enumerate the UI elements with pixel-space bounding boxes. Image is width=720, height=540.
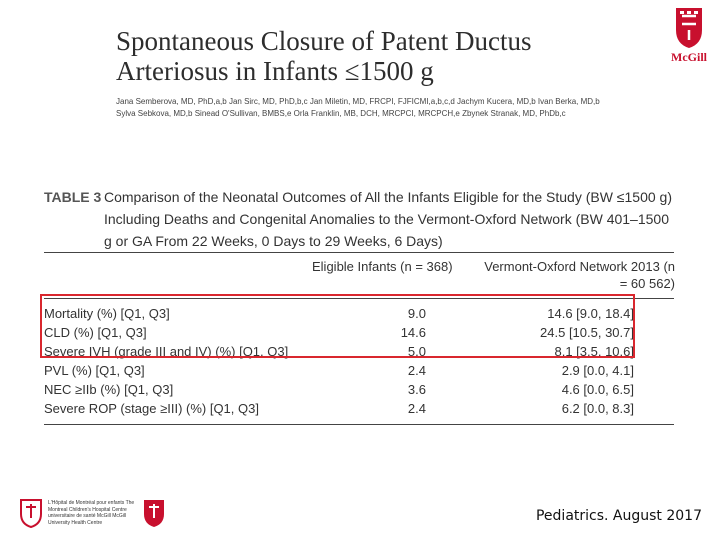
row-label: Severe ROP (stage ≥III) (%) [Q1, Q3] (44, 401, 259, 416)
table-heading (44, 186, 674, 252)
row-label: PVL (%) [Q1, Q3] (44, 363, 145, 378)
hospital-crest-icon (18, 498, 44, 528)
table-row (44, 361, 674, 380)
eligible-value: 9.0 (407, 306, 426, 321)
eligible-value: 2.4 (407, 401, 426, 416)
mcgill-wordmark: McGill (671, 50, 707, 64)
column-header-eligible: Eligible Infants (n = 368) (312, 259, 453, 274)
table-top-rule (44, 252, 674, 253)
table-label: TABLE 3 (44, 189, 102, 205)
column-header-vermont-oxford: Vermont-Oxford Network 2013 (n = 60 562) (484, 259, 675, 291)
hospital-name: L'Hôpital de Montréal pour enfants The Montreal Children's Hospital Centre universitaire de santé McGill McGill University Health Centre (48, 500, 135, 526)
vermont-oxford-value: 6.2 [0.0, 8.3] (561, 401, 634, 416)
author-list: Jana Semberova, MD, PhD,a,b Jan Sirc, MD, PhD,b,c Jan Miletin, MD, FRCPI, FJFICMI,a,b,c,d Jachym Kucera, MD,b Ivan Berka, MD,b Sylva Sebkova, MD,b Sinead O'Sullivan, BMBS,e Orla Franklin, MB, DCH, MRCPCI, MRCPCH,e Zbynek Stranak, MD, PhDb,c (116, 97, 600, 118)
vermont-oxford-value: 4.6 [0.0, 6.5] (561, 382, 634, 397)
mcgill-health-crest-icon (142, 498, 166, 528)
eligible-value: 3.6 (407, 382, 426, 397)
mcgill-logo (662, 6, 716, 66)
table-bottom-rule (44, 424, 674, 425)
vermont-oxford-value: 24.5 [10.5, 30.7] (540, 325, 634, 340)
citation: Pediatrics. August 2017 (535, 508, 702, 524)
table-row (44, 399, 674, 418)
eligible-value: 14.6 (400, 325, 426, 340)
vermont-oxford-value: 14.6 [9.0, 18.4] (547, 306, 634, 321)
vermont-oxford-value: 8.1 [3.5, 10.6] (554, 344, 634, 359)
row-label: NEC ≥IIb (%) [Q1, Q3] (44, 382, 174, 397)
table-caption: Comparison of the Neonatal Outcomes of All the Infants Eligible for the Study (BW ≤1500 g) Including Deaths and Congenital Anomalies to the Vermont-Oxford Network (BW 401–1500 g or GA From 22 Weeks, 0 Days to 29 Weeks, 6 Days) (104, 189, 672, 249)
eligible-value: 2.4 (407, 363, 426, 378)
hospital-logo (18, 498, 168, 530)
row-label: Severe IVH (grade III and IV) (%) [Q1, Q3] (44, 344, 289, 359)
highlight-box (40, 294, 635, 358)
row-label: Mortality (%) [Q1, Q3] (44, 306, 170, 321)
mcgill-crest-icon (662, 6, 716, 50)
vermont-oxford-value: 2.9 [0.0, 4.1] (561, 363, 634, 378)
slide-title: Spontaneous Closure of Patent Ductus Arteriosus in Infants ≤1500 g (116, 26, 532, 86)
eligible-value: 5.0 (407, 344, 426, 359)
row-label: CLD (%) [Q1, Q3] (44, 325, 147, 340)
table-row (44, 380, 674, 399)
